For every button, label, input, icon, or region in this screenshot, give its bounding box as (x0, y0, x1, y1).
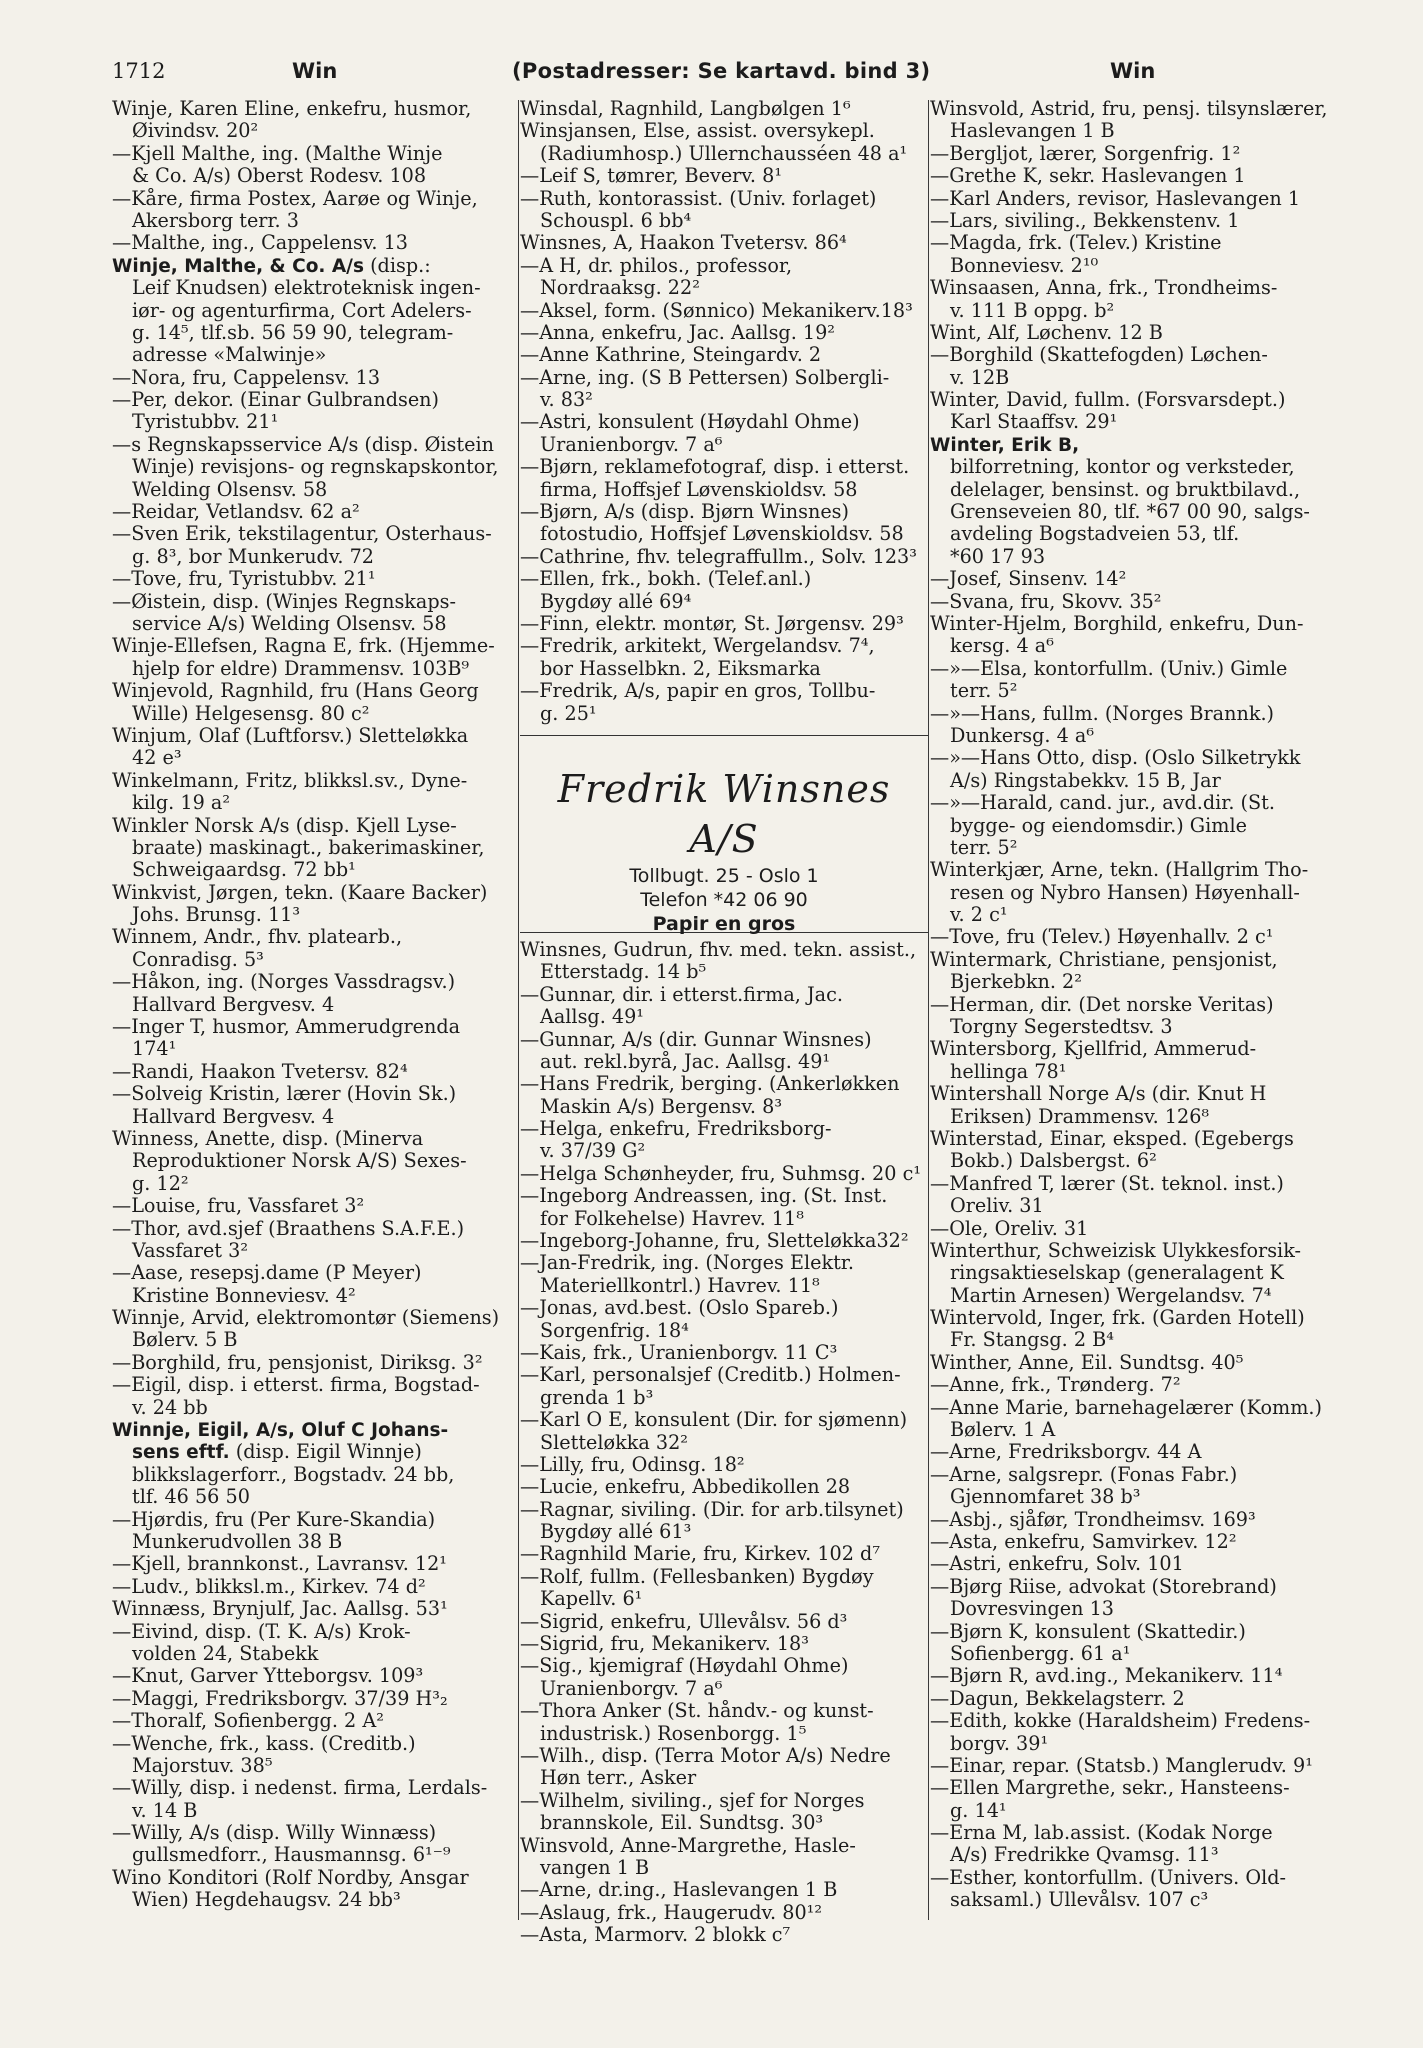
directory-entry-line: —Asbj., sjåfør, Trondheimsv. 169³ (930, 1508, 1256, 1531)
bold-firm-name: Winnje, Eigil, A/s, Oluf C Johans- (112, 1420, 449, 1442)
directory-entry-line: Winter-Hjelm, Borghild, enkefru, Dun- (930, 612, 1304, 635)
directory-entry-line: —Manfred T, lærer (St. teknol. inst.) (930, 1172, 1284, 1195)
directory-entry-continuation: bygge- og eiendomsdir.) Gimle (950, 814, 1247, 837)
directory-entry-line: —Anne Kathrine, Steingardv. 2 (520, 344, 822, 367)
directory-entry-continuation: Tyristubbv. 21¹ (132, 411, 279, 434)
directory-entry-line (112, 1419, 520, 1441)
directory-entry-continuation: g. 14⁵, tlf.sb. 56 59 90, telegram- (132, 321, 454, 344)
directory-entry-continuation: Eriksen) Drammensv. 126⁸ (950, 1105, 1210, 1128)
directory-entry-continuation: v. 2 c¹ (950, 904, 1008, 927)
directory-entry-line: —Kjell Malthe, ing. (Malthe Winje (112, 142, 443, 165)
directory-entry-line: —Arne, salgsrepr. (Fonas Fabr.) (930, 1463, 1238, 1486)
directory-entry-continuation: Vassfaret 3² (132, 1239, 249, 1262)
directory-entry-continuation: Dunkersg. 4 a⁶ (950, 724, 1095, 747)
directory-entry-line: —Astri, konsulent (Høydahl Ohme) (520, 411, 860, 434)
directory-entry-continuation: Kapellv. 6¹ (540, 1588, 643, 1611)
directory-entry-continuation: bor Hasselbkn. 2, Eiksmarka (540, 657, 821, 680)
directory-entry-line: —Nora, fru, Cappelensv. 13 (112, 366, 381, 389)
directory-entry-line: Winterstad, Einar, eksped. (Egebergs (930, 1127, 1294, 1150)
directory-entry-continuation: Maskin A/s) Bergensv. 8³ (540, 1095, 783, 1118)
directory-entry-line: —Kåre, firma Postex, Aarøe og Winje, (112, 187, 478, 210)
directory-entry-line: Winje, Karen Eline, enkefru, husmor, (112, 98, 472, 120)
directory-entry-line: —Leif S, tømrer, Beverv. 8¹ (520, 165, 783, 188)
directory-entry-line: —Aslaug, frk., Haugerudv. 80¹² (520, 1901, 823, 1924)
directory-entry-continuation: Wien) Hegdehaugsv. 24 bb³ (132, 1889, 401, 1912)
column-1 (112, 98, 520, 1912)
directory-entry-continuation: Conradisg. 5³ (132, 948, 264, 971)
directory-entry-continuation: Høn terr., Asker (540, 1767, 697, 1790)
directory-entry-line: —Reidar, Vetlandsv. 62 a² (112, 501, 360, 524)
directory-entry-line: —Herman, dir. (Det norske Veritas) (930, 993, 1274, 1016)
directory-entry-line: —s Regnskapsservice A/s (disp. Øistein (112, 433, 494, 456)
directory-entry-line: —Louise, fru, Vassfaret 3² (112, 1195, 365, 1218)
directory-entry-line: Winsdal, Ragnhild, Langbølgen 1⁶ (520, 98, 851, 120)
directory-entry-line: —Finn, elektr. montør, St. Jørgensv. 29³ (520, 612, 904, 635)
directory-entry-continuation: Majorstuv. 38⁵ (132, 1754, 273, 1777)
directory-entry-continuation: terr. 5² (950, 680, 1018, 703)
directory-entry-line: —Jonas, avd.best. (Oslo Spareb.) (520, 1297, 839, 1320)
directory-entry-line: —Knut, Garver Ytteborgsv. 109³ (112, 1665, 424, 1688)
directory-entry-continuation: braate) maskinagt., bakerimaskiner, (132, 836, 485, 859)
directory-entry-line: Winnem, Andr., fhv. platearb., (112, 926, 403, 949)
directory-entry-line: —Sven Erik, tekstilagentur, Osterhaus- (112, 523, 492, 546)
directory-entry-continuation: Uranienborgv. 7 a⁶ (540, 1677, 723, 1700)
directory-entry-continuation: Sletteløkka 32² (540, 1431, 689, 1454)
directory-entry-continuation: Grenseveien 80, tlf. *67 00 90, salgs- (950, 501, 1310, 524)
bold-firm-name: Winter, Erik B, (930, 434, 1080, 456)
directory-entry-line: Wintermark, Christiane, pensjonist, (930, 948, 1278, 971)
directory-entry-line: —Jan-Fredrik, ing. (Norges Elektr. (520, 1252, 854, 1275)
directory-entry-continuation: hellinga 78¹ (950, 1060, 1067, 1083)
directory-entry-line: Winnje, Arvid, elektromontør (Siemens) (112, 1307, 500, 1330)
directory-entry-continuation: Hallvard Bergvesv. 4 (132, 993, 335, 1016)
directory-entry-continuation: hjelp for eldre) Drammensv. 103B⁹ (132, 657, 470, 680)
directory-entry-line: —Sig., kjemigraf (Høydahl Ohme) (520, 1655, 849, 1678)
directory-entry-continuation: A/s) Ringstabekkv. 15 B, Jar (950, 769, 1221, 792)
directory-entry-continuation: *60 17 93 (950, 545, 1046, 568)
directory-entry-line: —Fredrik, arkitekt, Wergelandsv. 7⁴, (520, 635, 875, 658)
directory-entry-continuation: Hallvard Bergvesv. 4 (132, 1105, 335, 1128)
directory-entry-line: —Borghild (Skattefogden) Løchen- (930, 344, 1268, 367)
directory-entry-continuation: terr. 5² (950, 836, 1018, 859)
directory-entry-line: Winsvold, Astrid, fru, pensj. tilsynslærer, (930, 98, 1328, 120)
directory-entry-line: —Rolf, fullm. (Fellesbanken) Bygdøy (520, 1565, 874, 1588)
directory-entry-line: Winsnes, Gudrun, fhv. med. tekn. assist., (520, 938, 917, 961)
directory-entry-continuation: Wille) Helgesensg. 80 c² (132, 702, 370, 725)
directory-entry-line: —Dagun, Bekkelagsterr. 2 (930, 1687, 1185, 1710)
directory-entry-line: Winsvold, Anne-Margrethe, Hasle- (520, 1834, 856, 1857)
directory-entry-continuation: aut. rekl.byrå, Jac. Aallsg. 49¹ (540, 1050, 831, 1073)
directory-entry-continuation: Winje) revisjons- og regnskapskontor, (132, 456, 499, 479)
directory-entry-continuation: Fr. Stangsg. 2 B⁴ (950, 1329, 1114, 1352)
directory-entry-line: —Thora Anker (St. håndv.- og kunst- (520, 1700, 874, 1723)
directory-entry-continuation: 42 e³ (132, 747, 182, 770)
directory-entry-continuation: Etterstadg. 14 b⁵ (540, 961, 707, 984)
directory-entry-line: —Anna, enkefru, Jac. Aallsg. 19² (520, 321, 836, 344)
directory-entry-line: —Kais, frk., Uranienborgv. 11 C³ (520, 1341, 838, 1364)
directory-entry-line: —Tove, fru (Telev.) Høyenhallv. 2 c¹ (930, 926, 1274, 949)
directory-entry-line: Winkvist, Jørgen, tekn. (Kaare Backer) (112, 881, 488, 904)
directory-entry-line: —Solveig Kristin, lærer (Hovin Sk.) (112, 1083, 457, 1106)
directory-entry-line: Winterthur, Schweizisk Ulykkesforsik- (930, 1239, 1301, 1262)
directory-entry-line: —Thoralf, Sofienbergg. 2 A² (112, 1710, 384, 1733)
directory-entry-line: —Hans Fredrik, berging. (Ankerløkken (520, 1073, 900, 1096)
directory-entry-continuation: gullsmedforr., Hausmannsg. 6¹⁻⁹ (132, 1844, 451, 1867)
directory-entry-line: —Sigrid, enkefru, Ullevålsv. 56 d³ (520, 1610, 848, 1633)
directory-entry-continuation: Leif Knudsen) elektroteknisk ingen- (132, 277, 481, 300)
directory-entry-continuation: Materiellkontrl.) Havrev. 11⁸ (540, 1274, 820, 1297)
directory-entry-line: —Inger T, husmor, Ammerudgrenda (112, 1016, 461, 1039)
directory-entry-continuation: Welding Olsensv. 58 (132, 478, 328, 501)
directory-entry-line: —Lars, siviling., Bekkenstenv. 1 (930, 209, 1240, 232)
directory-entry-line: Winje-Ellefsen, Ragna E, frk. (Hjemme- (112, 635, 495, 658)
directory-entry-line: —Borghild, fru, pensjonist, Diriksg. 3² (112, 1351, 483, 1374)
entry-text: (disp.: (363, 254, 431, 277)
directory-entry-continuation: (Radiumhosp.) Ullernchausséen 48 a¹ (540, 142, 908, 165)
directory-entry-continuation: v. 37/39 G² (540, 1140, 646, 1163)
directory-entry-line: —Gunnar, A/s (dir. Gunnar Winsnes) (520, 1028, 872, 1051)
directory-entry-line: Wint, Alf, Løchenv. 12 B (930, 321, 1163, 344)
directory-entry-line: —Bjørg Riise, advokat (Storebrand) (930, 1575, 1277, 1598)
directory-entry-continuation: v. 111 B oppg. b² (950, 299, 1115, 322)
directory-entry-line: —Bjørn, A/s (disp. Bjørn Winsnes) (520, 501, 850, 524)
directory-entry-continuation: Munkerudvollen 38 B (132, 1531, 343, 1553)
directory-entry-continuation: delelager, bensinst. og bruktbilavd., (950, 478, 1301, 501)
directory-entry-line: —Malthe, ing., Cappelensv. 13 (112, 232, 409, 255)
directory-entry-continuation: Bygdøy allé 61³ (540, 1521, 692, 1544)
directory-entry-continuation: Bølerv. 5 B (132, 1329, 238, 1352)
directory-entry-line: —»—Hans Otto, disp. (Oslo Silketrykk (930, 747, 1301, 770)
directory-entry-line (112, 255, 520, 277)
directory-entry-line: —Håkon, ing. (Norges Vassdragsv.) (112, 971, 456, 994)
directory-entry-continuation: Bonneviesv. 2¹⁰ (950, 254, 1099, 277)
directory-entry-continuation: v. 12B (950, 366, 1010, 389)
directory-entry-continuation: 174¹ (132, 1038, 177, 1061)
directory-entry-continuation: iør- og agenturfirma, Cort Adelers- (132, 299, 472, 322)
directory-entry-continuation: Torgny Segerstedtsv. 3 (950, 1016, 1173, 1039)
directory-entry-line: —»—Hans, fullm. (Norges Brannk.) (930, 702, 1275, 725)
directory-entry-line: —Grethe K, sekr. Haslevangen 1 (930, 165, 1246, 188)
ad-tagline: Papir en gros (652, 912, 796, 935)
directory-entry-line: —Aase, resepsj.dame (P Meyer) (112, 1262, 422, 1285)
directory-entry-line: —Øistein, disp. (Winjes Regnskaps- (112, 590, 456, 613)
directory-entry-line: —Wilhelm, siviling., sjef for Norges (520, 1789, 865, 1812)
directory-entry-continuation: g. 14¹ (950, 1799, 1007, 1822)
directory-entry-continuation: kersg. 4 a⁶ (950, 635, 1054, 658)
directory-entry-line: —»—Elsa, kontorfullm. (Univ.) Gimle (930, 657, 1288, 680)
directory-entry-continuation: for Folkehelse) Havrev. 11⁸ (540, 1207, 804, 1230)
directory-entry-continuation: Karl Staaffsv. 29¹ (950, 411, 1118, 434)
advertisement-fredrik-winsnes (520, 735, 928, 933)
directory-entry-continuation: Bølerv. 1 A (950, 1419, 1056, 1442)
directory-entry-continuation: grenda 1 b³ (540, 1386, 654, 1409)
directory-entry-line: —Ingeborg Andreassen, ing. (St. Inst. (520, 1185, 888, 1208)
header-center-note: (Postadresser: Se kartavd. bind 3) (512, 59, 931, 83)
directory-entry-line: —Helga, enkefru, Fredriksborg- (520, 1118, 832, 1141)
directory-entry-continuation: adresse «Malwinje» (132, 344, 327, 367)
directory-entry-line (930, 434, 1330, 456)
directory-entry-line: Winterkjær, Arne, tekn. (Hallgrim Tho- (930, 859, 1309, 882)
column-2-entries-bottom (520, 939, 928, 1947)
directory-entry-continuation: Kristine Bonneviesv. 4² (132, 1284, 356, 1307)
directory-entry-continuation: Uranienborgv. 7 a⁶ (540, 433, 723, 456)
directory-entry-continuation: Dovresvingen 13 (950, 1598, 1114, 1621)
directory-entry-line: —Kjell, brannkonst., Lavransv. 12¹ (112, 1553, 448, 1576)
directory-entry-line: —Randi, Haakon Tvetersv. 82⁴ (112, 1060, 408, 1083)
directory-entry-line: —Lucie, enkefru, Abbedikollen 28 (520, 1476, 851, 1499)
directory-entry-line: —Tove, fru, Tyristubbv. 21¹ (112, 568, 376, 591)
directory-entry-line: Winsjansen, Else, assist. oversykepl. (520, 120, 875, 143)
directory-entry-continuation: saksaml.) Ullevålsv. 107 c³ (950, 1889, 1209, 1912)
directory-entry-continuation: g. 12² (132, 1172, 189, 1195)
directory-entry-continuation: industrisk.) Rosenborgg. 1⁵ (540, 1722, 807, 1745)
header-left-word: Win (292, 59, 338, 83)
directory-entry-continuation: Nordraaksg. 22² (540, 277, 700, 300)
directory-entry-line: —Arne, dr.ing., Haslevangen 1 B (520, 1879, 838, 1902)
directory-entry-line: —Karl, personalsjef (Creditb.) Holmen- (520, 1364, 901, 1387)
directory-entry-continuation: service A/s) Welding Olsensv. 58 (132, 612, 447, 635)
directory-entry-continuation: blikkslagerforr., Bogstadv. 24 bb, (132, 1463, 455, 1486)
ad-logo: Fredrik Winsnes A/S (557, 766, 891, 861)
directory-entry-continuation: Bjerkebkn. 2² (950, 971, 1082, 994)
directory-entry-continuation: & Co. A/s) Oberst Rodesv. 108 (132, 165, 427, 188)
directory-entry-line: —Ole, Oreliv. 31 (930, 1217, 1089, 1240)
directory-entry-continuation: borgv. 39¹ (950, 1732, 1049, 1755)
directory-entry-line: —Anne, frk., Trønderg. 7² (930, 1374, 1181, 1397)
directory-entry-line: —»—Harald, cand. jur., avd.dir. (St. (930, 792, 1275, 815)
directory-entry-continuation: Bygdøy allé 69⁴ (540, 590, 692, 613)
directory-entry-continuation: Martin Arnesen) Wergelandsv. 7⁴ (950, 1284, 1272, 1307)
directory-entry-continuation: volden 24, Stabekk (132, 1642, 319, 1665)
header-right-word: Win (1110, 59, 1156, 83)
ad-address: Tollbugt. 25 - Oslo 1 (629, 864, 819, 887)
directory-entry-line: —Willy, disp. i nedenst. firma, Lerdals- (112, 1777, 488, 1800)
directory-entry-line: Wintersborg, Kjellfrid, Ammerud- (930, 1038, 1257, 1061)
directory-entry-continuation: firma, Hoffsjef Løvenskioldsv. 58 (540, 478, 858, 501)
directory-entry-continuation: brannskole, Eil. Sundtsg. 30³ (540, 1812, 824, 1835)
directory-entry-continuation: avdeling Bogstadveien 53, tlf. (950, 523, 1240, 546)
directory-entry-line: —Asta, enkefru, Samvirkev. 12² (930, 1531, 1237, 1553)
directory-entry-continuation: Sofienbergg. 61 a¹ (950, 1642, 1131, 1665)
directory-entry-line: —Per, dekor. (Einar Gulbrandsen) (112, 389, 440, 412)
directory-entry-line: —Lilly, fru, Odinsg. 18² (520, 1453, 745, 1476)
directory-entry-line: —Bjørn K, konsulent (Skattedir.) (930, 1620, 1246, 1643)
directory-entry-continuation: Haslevangen 1 B (950, 120, 1115, 143)
directory-entry-continuation: g. 8³, bor Munkerudv. 72 (132, 545, 375, 568)
directory-entry-line: Winther, Anne, Eil. Sundtsg. 40⁵ (930, 1351, 1244, 1374)
directory-entry-continuation: tlf. 46 56 50 (132, 1486, 250, 1509)
column-2-entries-top (520, 98, 928, 725)
directory-entry-continuation: Aallsg. 49¹ (540, 1006, 645, 1029)
directory-entry-line: —Aksel, form. (Sønnico) Mekanikerv.18³ (520, 299, 913, 322)
directory-entry-line: —Erna M, lab.assist. (Kodak Norge (930, 1822, 1273, 1845)
directory-entry-line: —Thor, avd.sjef (Braathens S.A.F.E.) (112, 1217, 465, 1240)
directory-entry-line: —Bergljot, lærer, Sorgenfrig. 1² (930, 142, 1241, 165)
column-3 (930, 98, 1330, 1912)
directory-entry-line: —Wilh., disp. (Terra Motor A/s) Nedre (520, 1745, 891, 1767)
directory-entry-line: —Ragnhild Marie, fru, Kirkev. 102 d⁷ (520, 1543, 881, 1566)
directory-entry-line: —Cathrine, fhv. telegraffullm., Solv. 123³ (520, 545, 917, 568)
directory-entry-continuation: Øivindsv. 20² (132, 120, 259, 143)
directory-entry-line: Winter, David, fullm. (Forsvarsdept.) (930, 389, 1286, 412)
directory-entry-line: —Willy, A/s (disp. Willy Winnæss) (112, 1822, 437, 1845)
directory-entry-line: Winness, Anette, disp. (Minerva (112, 1127, 424, 1150)
directory-entry-line: Wino Konditori (Rolf Nordby, Ansgar (112, 1866, 469, 1889)
entry-text: (disp. Eigil Winnje) (229, 1441, 422, 1464)
directory-entry-continuation: g. 25¹ (540, 702, 597, 725)
directory-entry-continuation: vangen 1 B (540, 1856, 650, 1879)
directory-entry-line: —Eigil, disp. i etterst. firma, Bogstad- (112, 1374, 480, 1397)
directory-entry-continuation: A/s) Fredrikke Qvamsg. 11³ (950, 1844, 1219, 1867)
directory-entry-line: Winkelmann, Fritz, blikksl.sv., Dyne- (112, 769, 468, 792)
directory-entry-continuation: resen og Nybro Hansen) Høyenhall- (950, 881, 1300, 904)
directory-entry-continuation: Oreliv. 31 (950, 1195, 1044, 1218)
directory-entry-line: —A H, dr. philos., professor, (520, 254, 793, 277)
directory-entry-line: Wintervold, Inger, frk. (Garden Hotell) (930, 1307, 1305, 1330)
directory-entry-line: —Esther, kontorfullm. (Univers. Old- (930, 1866, 1287, 1889)
directory-entry-continuation: bilforretning, kontor og verksteder, (950, 456, 1295, 479)
directory-entry-line: —Bjørn R, avd.ing., Mekanikerv. 11⁴ (930, 1665, 1283, 1688)
directory-entry-line: Wintershall Norge A/s (dir. Knut H (930, 1083, 1267, 1106)
directory-entry-line: —Ragnar, siviling. (Dir. for arb.tilsynet) (520, 1498, 904, 1521)
directory-entry-continuation: v. 83² (540, 389, 593, 412)
directory-entry-continuation: fotostudio, Hoffsjef Løvenskioldsv. 58 (540, 523, 904, 546)
bold-firm-name: Winje, Malthe, & Co. A/s (112, 255, 364, 277)
directory-entry-line: Winjevold, Ragnhild, fru (Hans Georg (112, 680, 479, 703)
directory-entry-continuation: v. 14 B (132, 1799, 198, 1822)
directory-entry-continuation (112, 1441, 520, 1463)
directory-entry-line: —Hjørdis, fru (Per Kure-Skandia) (112, 1508, 436, 1531)
directory-entry-line: —Ellen, frk., bokh. (Telef.anl.) (520, 568, 812, 591)
directory-entry-continuation: kilg. 19 a² (132, 792, 231, 815)
directory-entry-line: Winsnes, A, Haakon Tvetersv. 86⁴ (520, 232, 847, 255)
directory-entry-line: Winnæss, Brynjulf, Jac. Aallsg. 53¹ (112, 1598, 448, 1621)
ad-phone: Telefon *42 06 90 (640, 888, 808, 911)
directory-entry-line: —Anne Marie, barnehagelærer (Komm.) (930, 1396, 1323, 1419)
directory-entry-line: —Karl Anders, revisor, Haslevangen 1 (930, 187, 1301, 210)
directory-entry-continuation: Schouspl. 6 bb⁴ (540, 209, 692, 232)
directory-entry-line: —Edith, kokke (Haraldsheim) Fredens- (930, 1710, 1311, 1733)
directory-entry-line: —Helga Schønheyder, fru, Suhmsg. 20 c¹ (520, 1162, 922, 1185)
running-header (0, 54, 1423, 88)
directory-entry-continuation: Sorgenfrig. 18⁴ (540, 1319, 689, 1342)
directory-entry-line: —Einar, repar. (Statsb.) Manglerudv. 9¹ (930, 1754, 1313, 1777)
directory-entry-line: —Astri, enkefru, Solv. 101 (930, 1553, 1184, 1576)
directory-entry-line: —Sigrid, fru, Mekanikerv. 18³ (520, 1633, 809, 1656)
directory-entry-continuation: Gjennomfaret 38 b³ (950, 1486, 1141, 1509)
directory-entry-line: —Fredrik, A/s, papir en gros, Tollbu- (520, 680, 876, 703)
directory-entry-continuation: Johs. Brunsg. 11³ (132, 904, 301, 927)
directory-entry-line: —Ellen Margrethe, sekr., Hansteens- (930, 1777, 1290, 1800)
directory-entry-continuation: Reproduktioner Norsk A/S) Sexes- (132, 1150, 467, 1173)
directory-entry-line: —Ingeborg-Johanne, fru, Sletteløkka32² (520, 1230, 909, 1253)
directory-entry-line: —Svana, fru, Skovv. 35² (930, 590, 1162, 613)
directory-entry-continuation: Bokb.) Dalsbergst. 6² (950, 1150, 1157, 1173)
directory-entry-line: —Asta, Marmorv. 2 blokk c⁷ (520, 1924, 791, 1947)
directory-entry-line: —Magda, frk. (Telev.) Kristine (930, 232, 1222, 255)
directory-entry-line: —Ludv., blikksl.m., Kirkev. 74 d² (112, 1575, 426, 1598)
column-divider-2 (928, 100, 929, 1920)
directory-entry-line: —Gunnar, dir. i etterst.firma, Jac. (520, 983, 843, 1006)
directory-entry-line: —Maggi, Fredriksborgv. 37/39 H³₂ (112, 1687, 448, 1710)
directory-entry-line: —Arne, Fredriksborgv. 44 A (930, 1441, 1202, 1464)
directory-entry-line: —Bjørn, reklamefotograf, disp. i etterst. (520, 456, 910, 479)
page-number: 1712 (112, 59, 166, 83)
directory-entry-continuation: v. 24 bb (132, 1396, 208, 1419)
directory-entry-line: —Wenche, frk., kass. (Creditb.) (112, 1732, 416, 1755)
directory-entry-line: Winsaasen, Anna, frk., Trondheims- (930, 277, 1278, 300)
directory-entry-line: —Eivind, disp. (T. K. A/s) Krok- (112, 1620, 411, 1643)
bold-firm-name: sens eftf. (132, 1442, 230, 1464)
column-2 (520, 98, 928, 1947)
directory-entry-continuation: Akersborg terr. 3 (132, 209, 299, 232)
directory-entry-line: Winjum, Olaf (Luftforsv.) Sletteløkka (112, 724, 469, 747)
directory-entry-line: —Arne, ing. (S B Pettersen) Solbergli- (520, 366, 890, 389)
directory-entry-line: —Karl O E, konsulent (Dir. for sjømenn) (520, 1409, 908, 1432)
directory-entry-line: Winkler Norsk A/s (disp. Kjell Lyse- (112, 814, 457, 837)
directory-entry-continuation: Schweigaardsg. 72 bb¹ (132, 859, 356, 882)
directory-entry-line: —Josef, Sinsenv. 14² (930, 568, 1127, 591)
directory-entry-continuation: ringsaktieselskap (generalagent K (950, 1262, 1284, 1285)
directory-entry-line: —Ruth, kontorassist. (Univ. forlaget) (520, 187, 877, 210)
